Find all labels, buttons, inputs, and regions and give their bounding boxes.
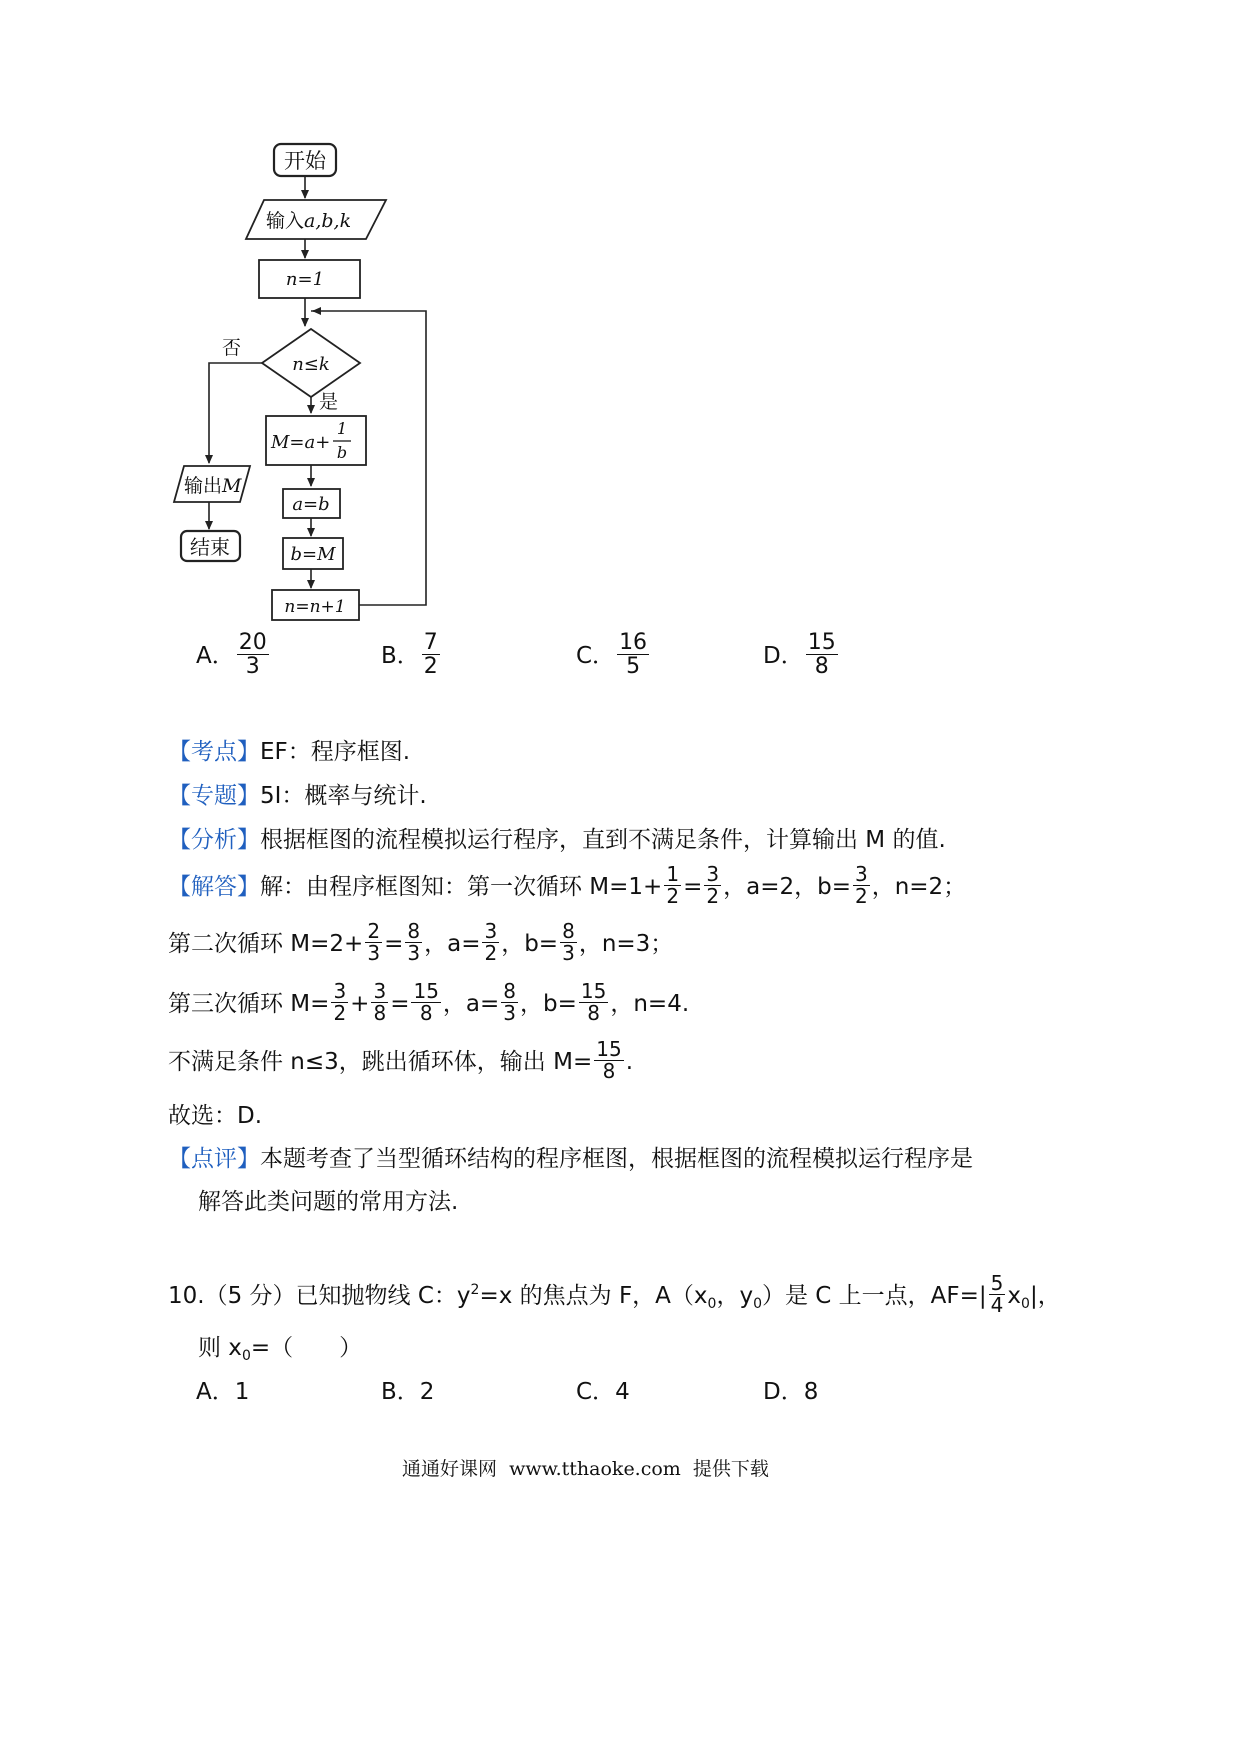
output-label: 输出 xyxy=(184,475,223,497)
zhuanti-line: 【专题】5I：概率与统计. xyxy=(168,783,427,809)
yes-label: 是 xyxy=(319,391,339,413)
n-increment-label: n=n+1 xyxy=(284,597,346,617)
m-assign-label: M=a+ xyxy=(271,432,331,453)
jieda-line-1: 【解答】解：由程序框图知：第一次循环 M=1+ $\frac{1}{2}$ = $\frac{3}{2}$ ，a=2，b= $\frac{3}{2}$ ，n=2； xyxy=(168,862,967,908)
kaodian-tag: 【考点】 xyxy=(168,739,260,765)
dianping-line-2: 解答此类问题的常用方法. xyxy=(198,1189,459,1215)
m-frac-den: b xyxy=(336,443,348,462)
jieda-line-5: 故选：D. xyxy=(168,1103,263,1129)
input-vars: a,b,k xyxy=(304,210,352,232)
q9-option-b[interactable]: B． $\frac{7}{2}$ xyxy=(381,630,438,680)
b-assign-label: b=M xyxy=(290,544,336,565)
kaodian-line: 【考点】EF：程序框图. xyxy=(168,739,411,765)
svg-text:输入a,b,k xyxy=(266,210,351,232)
output-var: M xyxy=(222,475,242,497)
q10-option-c[interactable]: C．4 xyxy=(576,1379,630,1405)
q9-option-c[interactable]: C． $\frac{16}{5}$ xyxy=(576,630,648,680)
condition-label: n≤k xyxy=(292,354,330,375)
q9-option-a[interactable]: A． $\frac{20}{3}$ xyxy=(196,630,267,680)
flowchart xyxy=(170,138,490,698)
q10-stem: 10.（5 分）已知抛物线 C：$y^2=x$ 的焦点为 F，$A(x_0$，$y_0$）是 C 上一点，AF=| $\frac{5}{4}$ $x_0|$， xyxy=(168,1271,1061,1317)
page-footer: 通通好课网 www.tthaoke.com 提供下载 xyxy=(402,1458,769,1480)
q10-option-b[interactable]: B．2 xyxy=(381,1379,435,1405)
jieda-tag: 【解答】 xyxy=(168,874,260,900)
zhuanti-tag: 【专题】 xyxy=(168,783,260,809)
jieda-line-3: 第三次循环 M= $\frac{3}{2}$ + $\frac{3}{8}$ = $\frac{15}{8}$ ，a= $\frac{8}{3}$ ，b= $\frac{15}{8}$ ，n=4. xyxy=(168,979,690,1025)
q9-option-d[interactable]: D． $\frac{15}{8}$ xyxy=(763,630,836,680)
end-label: 结束 xyxy=(190,535,230,559)
fenxi-tag: 【分析】 xyxy=(168,827,260,853)
input-label: 输入 xyxy=(266,210,305,232)
start-label: 开始 xyxy=(284,149,326,173)
m-frac-num: 1 xyxy=(336,419,348,438)
a-assign-label: a=b xyxy=(292,494,330,515)
svg-text:输出M xyxy=(184,475,242,497)
q10-option-a[interactable]: A．1 xyxy=(196,1379,250,1405)
q10-stem-line-2: 则 $x_0=$（ ） xyxy=(198,1335,363,1364)
fenxi-line: 【分析】根据框图的流程模拟运行程序，直到不满足条件，计算输出 M 的值. xyxy=(168,827,946,853)
q10-option-d[interactable]: D．8 xyxy=(763,1379,819,1405)
dianping-line-1: 【点评】本题考查了当型循环结构的程序框图，根据框图的流程模拟运行程序是 xyxy=(168,1146,973,1172)
init-label: n=1 xyxy=(285,269,325,290)
no-label: 否 xyxy=(222,337,242,359)
jieda-line-4: 不满足条件 n≤3，跳出循环体，输出 M= $\frac{15}{8}$ . xyxy=(168,1037,633,1083)
dianping-tag: 【点评】 xyxy=(168,1146,260,1172)
jieda-line-2: 第二次循环 M=2+ $\frac{2}{3}$ = $\frac{8}{3}$ ，a= $\frac{3}{2}$ ，b= $\frac{8}{3}$ ，n=3； xyxy=(168,919,674,965)
